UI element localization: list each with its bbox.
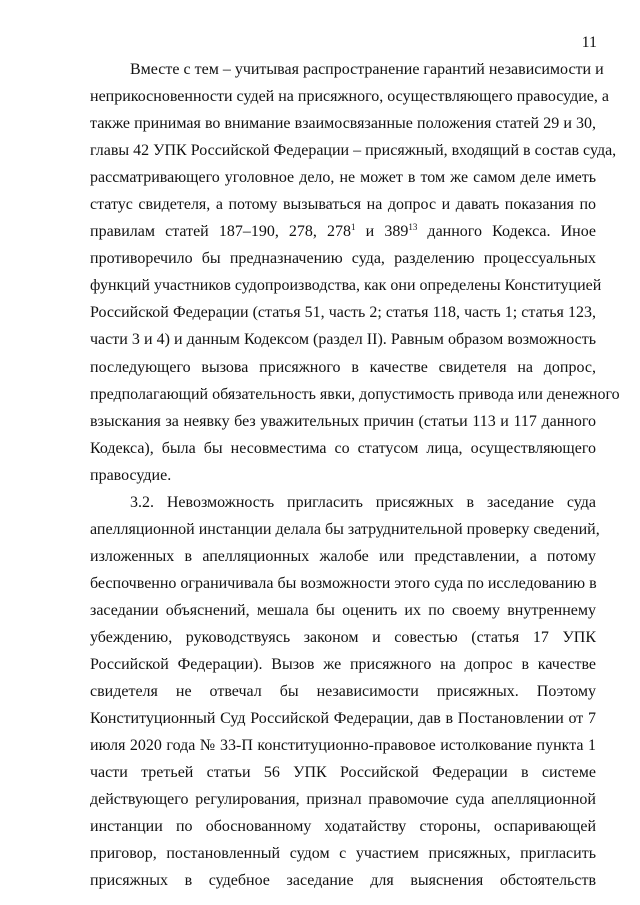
text-line: взыскания за неявку без уважительных причин (статьи 113 и 117 данного (90, 412, 596, 430)
text-line: свидетеля не отвечал бы независимости присяжных. Поэтому (90, 683, 596, 701)
text-line: Кодекса), была бы несовместима со статусом лица, осуществляющего (90, 439, 596, 457)
text-line: изложенных в апелляционных жалобе или представлении, а потому (90, 547, 596, 565)
page-number: 11 (581, 34, 597, 51)
text-segment: и 389 (355, 223, 409, 241)
superscript: 1 (351, 222, 356, 233)
paragraph-1 (90, 56, 620, 489)
text-line: предполагающий обязательность явки, допустимость привода или денежного (90, 385, 620, 403)
text-line: приговор, постановленный судом с участием присяжных, пригласить (90, 845, 596, 863)
document-body (90, 56, 620, 894)
text-line: присяжных в судебное заседание для выяснения обстоятельств (90, 872, 596, 890)
text-line: Российской Федерации (статья 51, часть 2; статья 118, часть 1; статья 123, (90, 304, 596, 322)
text-line: части 3 и 4) и данным Кодексом (раздел II). Равным образом возможность (90, 331, 596, 349)
text-line: действующего регулирования, признал правомочие суда апелляционной (90, 791, 596, 809)
text-line: главы 42 УПК Российской Федерации – присяжный, входящий в состав суда, (90, 142, 617, 160)
text-line: Конституционный Суд Российской Федерации, дав в Постановлении от 7 (90, 710, 596, 728)
text-line: функций участников судопроизводства, как они определены Конституцией (90, 277, 602, 295)
text-line: Вместе с тем – учитывая распространение гарантий независимости и (130, 61, 604, 78)
text-line: части третьей статьи 56 УПК Российской Федерации в системе (90, 764, 596, 782)
text-line: беспочвенно ограничивала бы возможности этого суда по исследованию в (90, 574, 597, 592)
text-line: июля 2020 года № 33-П конституционно-правовое истолкование пункта 1 (90, 737, 596, 755)
text-line: 3.2. Невозможность пригласить присяжных в заседание суда (130, 493, 596, 511)
text-line: правосудие. (90, 466, 172, 484)
text-line: последующего вызова присяжного в качестве свидетеля на допрос, (90, 358, 596, 376)
paragraph-2 (90, 489, 600, 895)
text-line: также принимая во внимание взаимосвязанные положения статей 29 и 30, (90, 115, 596, 133)
text-segment: данного Кодекса. Иное (417, 223, 597, 241)
text-line: апелляционной инстанции делала бы затруднительной проверку сведений, (90, 520, 600, 538)
text-line: заседании объяснений, мешала бы оценить их по своему внутреннему (90, 601, 596, 619)
text-line: неприкосновенности судей на присяжного, осуществляющего правосудие, а (90, 88, 609, 106)
text-line: статус свидетеля, а потому вызываться на допрос и давать показания по (90, 196, 596, 214)
text-line-with-superscripts (90, 218, 596, 245)
text-line: Российской Федерации). Вызов же присяжного на допрос в качестве (90, 656, 596, 674)
text-line: рассматривающего уголовное дело, не может в том же самом деле иметь (90, 169, 596, 187)
text-line: убеждению, руководствуясь законом и совестью (статья 17 УПК (90, 628, 596, 646)
text-segment: правилам статей 187–190, 278, 278 (90, 223, 352, 241)
text-line: инстанции по обоснованному ходатайству стороны, оспаривающей (90, 818, 596, 836)
superscript: 13 (408, 222, 418, 233)
text-line: противоречило бы предназначению суда, разделению процессуальных (90, 250, 596, 268)
